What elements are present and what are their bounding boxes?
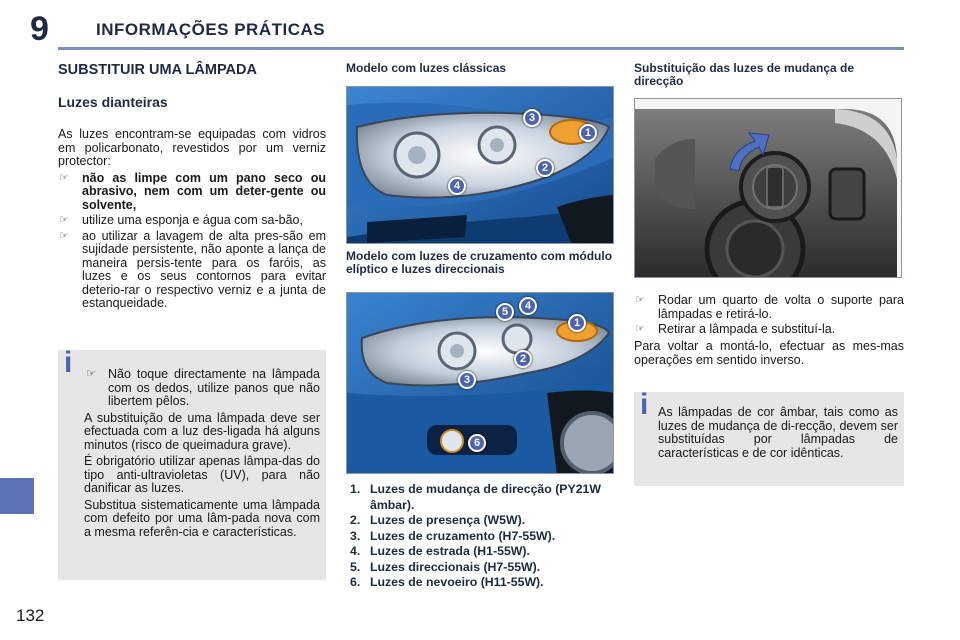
turn-signal-replacement-illustration [634,98,902,278]
classic-model-title: Modelo com luzes clássicas [346,61,507,75]
callout-marker-1: 1 [568,314,586,332]
reassembly-text: Para voltar a montá-lo, efectuar as mes-mas operações em sentido inverso. [634,339,904,367]
list-item: ☞ Retirar a lâmpada e substituí-la. [635,322,836,336]
pointing-hand-icon: ☞ [86,368,96,380]
pointing-hand-icon: ☞ [59,214,69,226]
pointing-hand-icon: ☞ [635,323,645,335]
info-paragraph: A substituição de uma lâmpada deve ser efectuada com a luz des-ligada há alguns minutos (risco de queimadura grave). [84,410,320,452]
page-number: 132 [16,606,45,625]
chapter-number: 9 [30,10,49,48]
callout-marker-4: 4 [448,177,466,195]
list-item: ☞ utilize uma esponja e água com sa-bão, [59,213,303,227]
pointing-hand-icon: ☞ [59,171,69,184]
info-box-amber-bulbs [634,388,904,486]
right-column [634,62,904,88]
list-item: ☞ ao utilizar a lavagem de alta pres-são em sujidade persistente, não aponte a lança de maneira persis-tente para os faróis, as luzes e os seus contornos para evitar deterio-rar o respectivo verniz e a junta de estanqueidade. [59,228,326,310]
info-paragraph: É obrigatório utilizar apenas lâmpa-das do tipo anti-ultravioletas (UV), para não danificar as luzes. [84,454,320,495]
list-item: 2. Luzes de presença (W5W). [350,513,526,527]
info-content: ☞ Não toque directamente na lâmpada com os dedos, utilize panos que não libertem pêlos. A substituição de uma lâmpada deve ser efectuada com a luz des-ligada há alguns minutos (risco de queimadura grave). É obrigatório utilizar apenas lâmpa-das do tipo anti-ultravioletas (UV), para não danificar as luzes. Substitua sistematicamente uma lâmpada com defeito por uma lâm-pada nova com a mesma referên-cia e características. [84,367,320,539]
header-rule [58,47,904,50]
elliptic-model-caption [346,250,614,276]
list-item: 6. Luzes de nevoeiro (H11-55W). [350,575,544,589]
list-item: 4. Luzes de estrada (H1-55W). [350,544,530,558]
callout-marker-2: 2 [514,350,532,368]
bulb-legend-list [346,482,614,591]
info-content: As lâmpadas de cor âmbar, tais como as luzes de mudança de di-recção, devem ser substituídas por lâmpadas de características e de cor idênticas. [658,405,898,460]
chapter-side-tab [0,478,34,514]
list-item: 5. Luzes direccionais (H7-55W). [350,559,541,574]
list-item: 1. Luzes de mudança de direcção (PY21W âmbar). [350,482,601,512]
chapter-title: INFORMAÇÕES PRÁTICAS [96,20,326,39]
elliptic-model-title: Modelo com luzes de cruzamento com módulo elíptico e luzes direccionais [346,249,613,276]
callout-marker-1: 1 [579,124,597,142]
left-column [58,62,326,313]
section-title: SUBSTITUIR UMA LÂMPADA [58,62,257,78]
info-paragraph: Substitua sistematicamente uma lâmpada com defeito por uma lâm-pada nova com a mesma referên-cia e características. [84,497,320,539]
callout-marker-2: 2 [536,159,554,177]
care-bullet-list [58,172,326,311]
list-item: ☞ não as limpe com um pano seco ou abrasivo, nem com um deter-gente ou solvente, [59,170,326,212]
callout-marker-5: 5 [496,303,514,321]
callout-marker-4: 4 [519,297,537,315]
middle-column [346,62,614,75]
classic-headlamp-illustration [346,86,614,244]
intro-text: As luzes encontram-se equipadas com vidros em policarbonato, revestidos por um verniz protector: [58,127,326,168]
pointing-hand-icon: ☞ [59,229,69,242]
list-item: 3. Luzes de cruzamento (H7-55W). [350,528,556,543]
pointing-hand-icon: ☞ [635,294,645,306]
callout-marker-3: 3 [523,109,541,127]
turn-signal-steps [634,294,904,339]
info-icon: i [640,388,649,421]
callout-marker-6: 6 [468,434,486,452]
callout-marker-3: 3 [458,371,476,389]
subsection-title: Luzes dianteiras [58,94,168,110]
info-icon: i [64,346,73,379]
turn-signal-title: Substituição das luzes de mudança de direcção [634,61,855,88]
info-box-precautions [58,346,326,580]
list-item: ☞ Rodar um quarto de volta o suporte para lâmpadas e retirá-lo. [635,293,904,321]
